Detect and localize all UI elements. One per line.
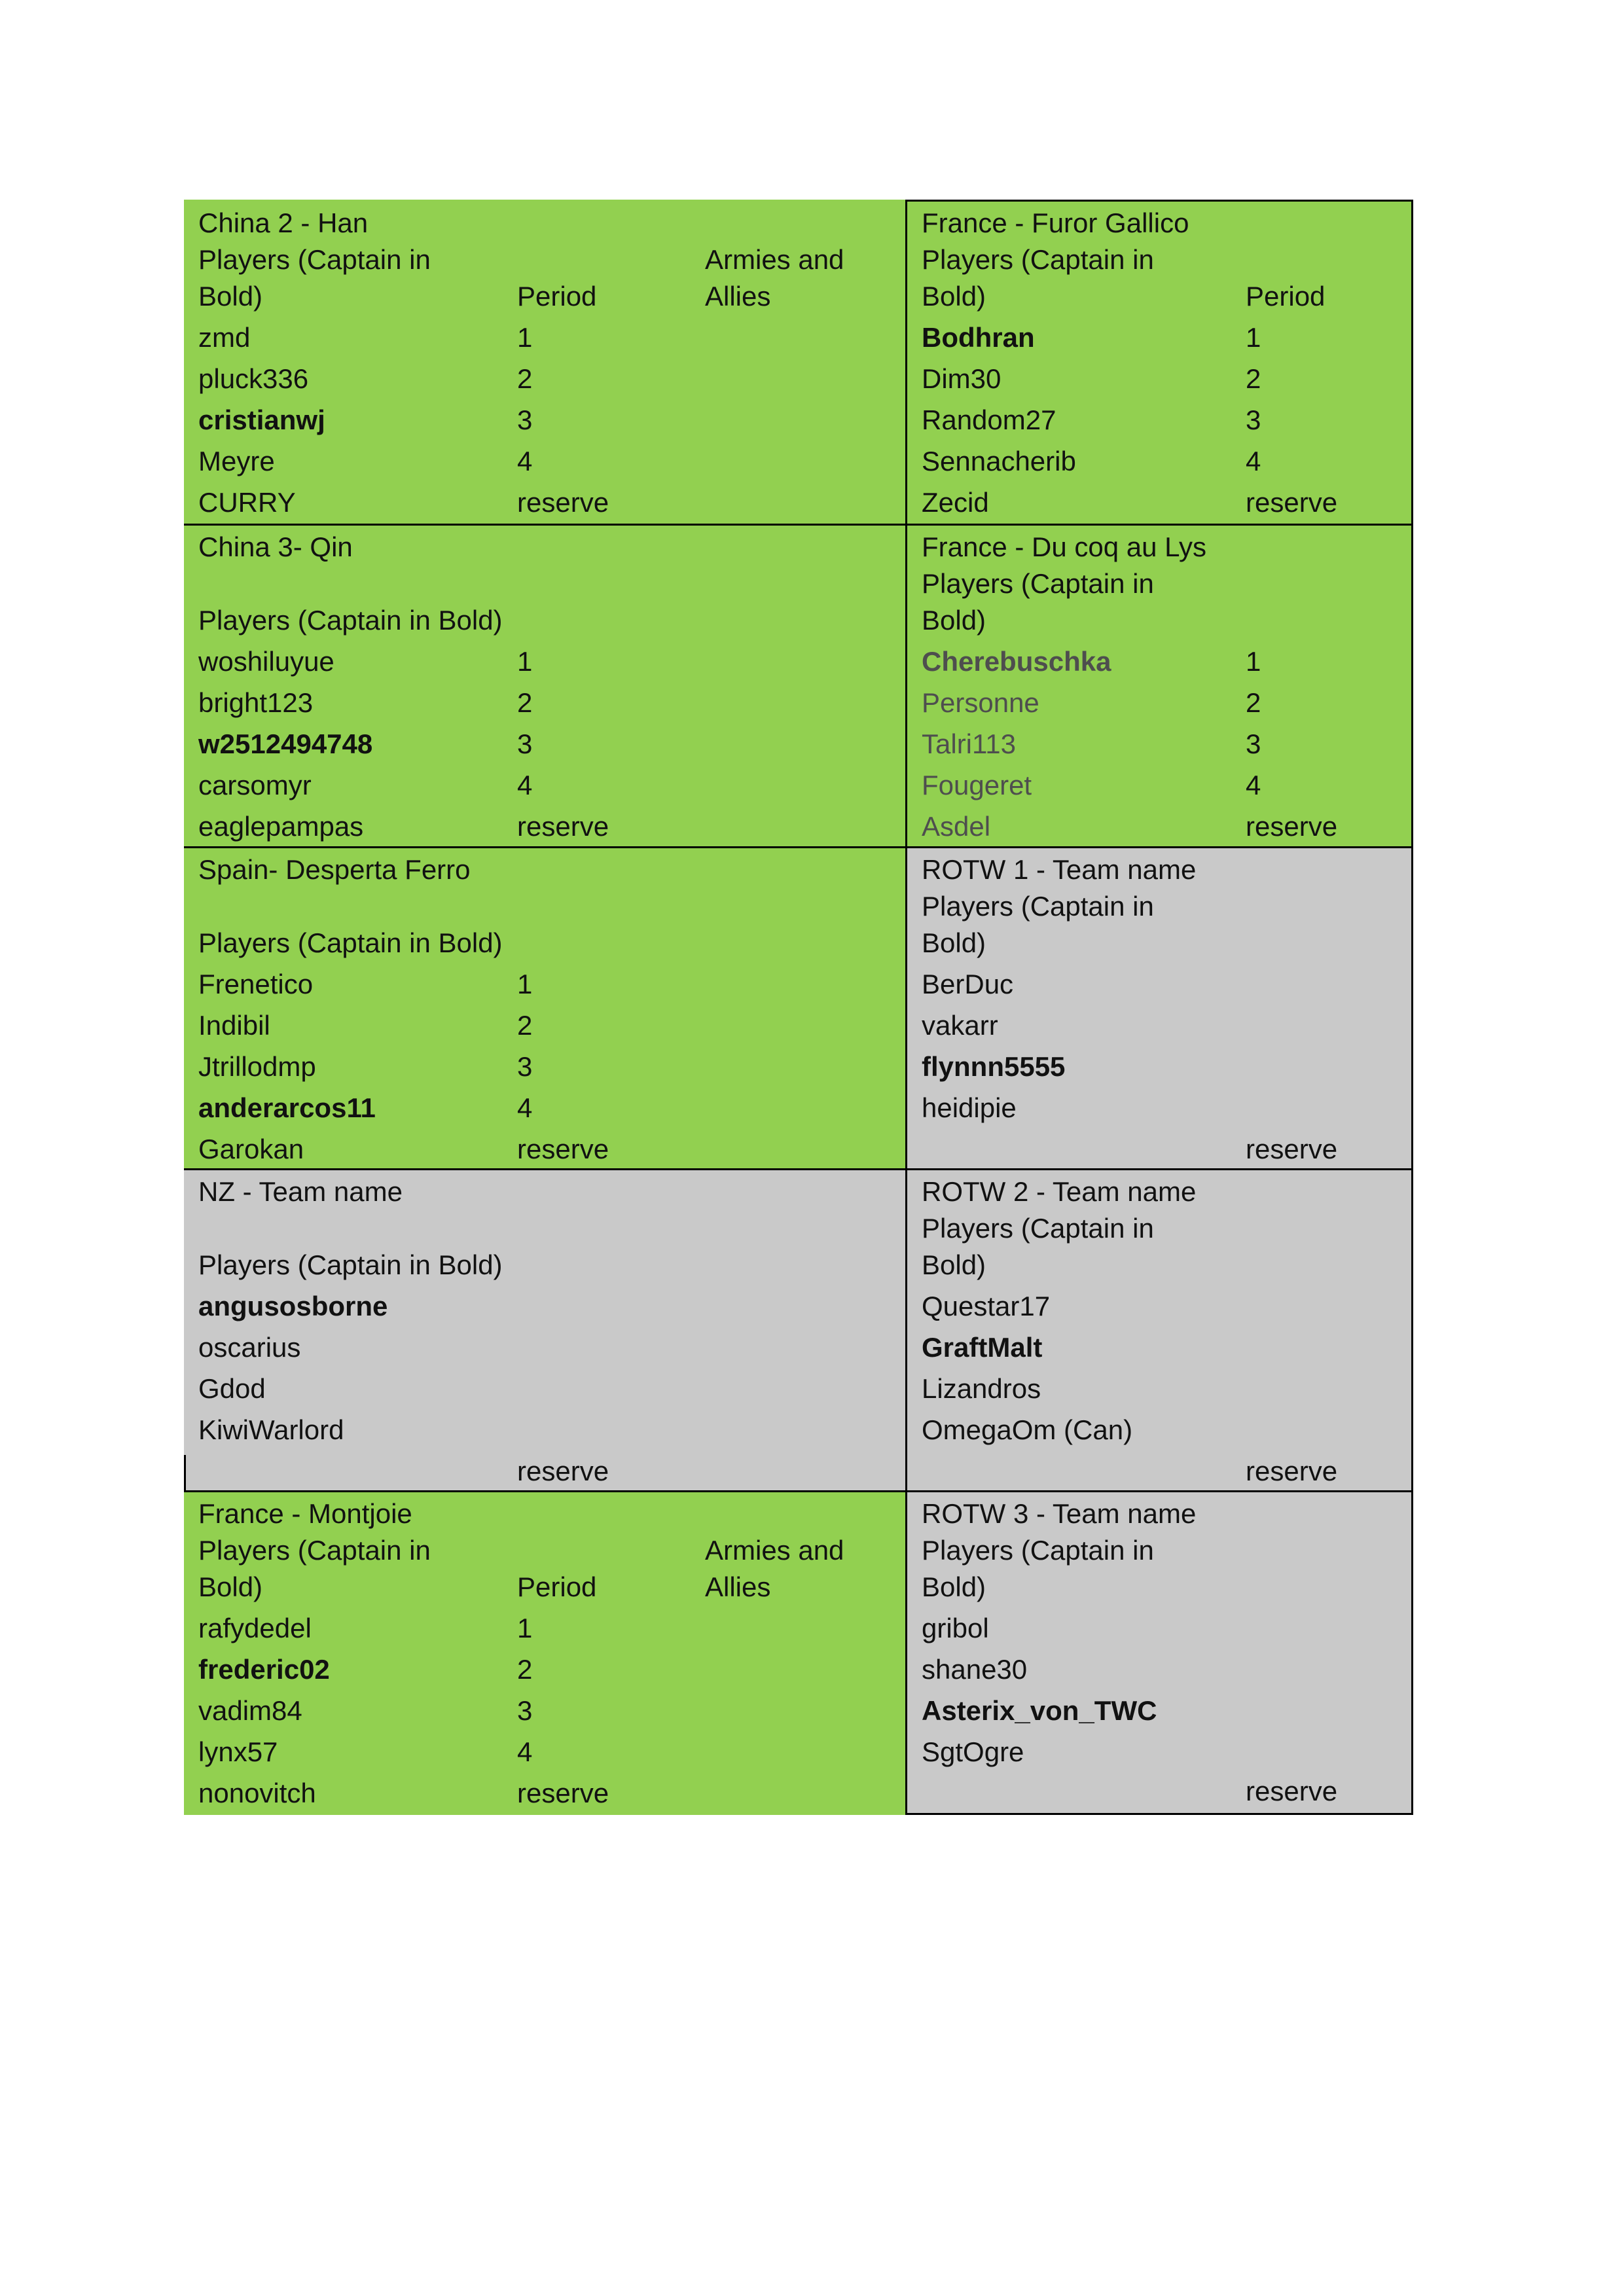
player-name: zmd xyxy=(198,322,251,353)
player-period: 1 xyxy=(517,646,533,677)
player-name: shane30 xyxy=(922,1654,1028,1685)
player-name: Sennacherib xyxy=(922,446,1076,476)
team-block-rotw-3 xyxy=(905,1490,1413,1815)
team-title: China 2 - Han xyxy=(198,207,369,238)
player-period: 3 xyxy=(517,404,533,435)
team-title: ROTW 3 - Team name xyxy=(922,1498,1197,1529)
armies-header: Armies and xyxy=(705,244,844,275)
player-period: 3 xyxy=(1246,728,1261,759)
player-period: 2 xyxy=(1246,363,1261,394)
players-heading: Players (Captain in xyxy=(198,244,431,275)
player-period: 4 xyxy=(1246,446,1261,476)
player-name: CURRY xyxy=(198,487,296,518)
player-name: Frenetico xyxy=(198,969,314,999)
player-name: SgtOgre xyxy=(922,1736,1024,1767)
players-heading: Players (Captain in xyxy=(922,1535,1154,1566)
period-header: Period xyxy=(517,281,597,312)
team-block-china-2-han xyxy=(184,200,907,526)
reserve-label: reserve xyxy=(1246,1134,1338,1164)
player-name-captain: Asterix_von_TWC xyxy=(922,1695,1157,1726)
players-heading-cont: Bold) xyxy=(922,1249,986,1280)
player-name: Gdod xyxy=(198,1373,266,1404)
team-title: France - Furor Gallico xyxy=(922,207,1189,238)
player-name: carsomyr xyxy=(198,770,312,800)
reserve-label: reserve xyxy=(1246,1776,1338,1806)
player-period: reserve xyxy=(517,1134,609,1164)
players-heading: Players (Captain in xyxy=(922,568,1154,599)
players-heading: Players (Captain in xyxy=(922,891,1154,922)
player-period: 4 xyxy=(517,1092,533,1123)
reserve-label: reserve xyxy=(1246,1456,1338,1486)
player-name-captain: angusosborne xyxy=(198,1291,388,1321)
player-period: reserve xyxy=(517,811,609,842)
player-name: Fougeret xyxy=(922,770,1032,800)
player-name: oscarius xyxy=(198,1332,301,1363)
player-period: 3 xyxy=(517,1695,533,1726)
period-header: Period xyxy=(517,1571,597,1602)
period-header: Period xyxy=(1246,281,1326,312)
player-name-captain: frederic02 xyxy=(198,1654,330,1685)
team-block-rotw-1 xyxy=(905,846,1413,1170)
team-block-france-du-coq-au-lys xyxy=(905,524,1413,848)
player-period: 2 xyxy=(1246,687,1261,718)
player-period: 1 xyxy=(517,1613,533,1643)
team-title: China 3- Qin xyxy=(198,531,353,562)
player-name-captain: GraftMalt xyxy=(922,1332,1043,1363)
player-period: reserve xyxy=(517,487,609,518)
armies-header-cont: Allies xyxy=(705,1571,771,1602)
player-name: gribol xyxy=(922,1613,989,1643)
player-period: 4 xyxy=(517,446,533,476)
team-title: ROTW 2 - Team name xyxy=(922,1176,1197,1207)
team-block-china-3-qin xyxy=(184,524,907,848)
player-period: reserve xyxy=(517,1778,609,1808)
player-period: 1 xyxy=(517,322,533,353)
player-name: Jtrillodmp xyxy=(198,1051,316,1082)
players-heading-cont: Bold) xyxy=(198,1571,263,1602)
player-period: 4 xyxy=(517,770,533,800)
player-name: Dim30 xyxy=(922,363,1001,394)
player-name-captain: cristianwj xyxy=(198,404,325,435)
player-period: 4 xyxy=(1246,770,1261,800)
player-name: woshiluyue xyxy=(198,646,334,677)
player-name: Talri113 xyxy=(922,728,1016,759)
team-block-france-montjoie xyxy=(184,1490,907,1815)
player-name: pluck336 xyxy=(198,363,309,394)
reserve-label: reserve xyxy=(517,1456,609,1486)
player-name-captain: Cherebuschka xyxy=(922,646,1111,677)
player-name-captain: Bodhran xyxy=(922,322,1035,353)
player-period: 1 xyxy=(517,969,533,999)
player-name: lynx57 xyxy=(198,1736,278,1767)
players-heading-cont: Bold) xyxy=(922,1571,986,1602)
player-period: reserve xyxy=(1246,487,1338,518)
player-name: Meyre xyxy=(198,446,275,476)
player-name: vakarr xyxy=(922,1010,998,1041)
players-heading-cont: Bold) xyxy=(922,605,986,636)
player-period: 3 xyxy=(517,728,533,759)
player-period: 3 xyxy=(1246,404,1261,435)
player-name: vadim84 xyxy=(198,1695,302,1726)
players-heading: Players (Captain in xyxy=(922,1213,1154,1244)
player-name: KiwiWarlord xyxy=(198,1414,344,1445)
armies-header: Armies and xyxy=(705,1535,844,1566)
player-period: reserve xyxy=(1246,811,1338,842)
player-name: OmegaOm (Can) xyxy=(922,1414,1133,1445)
team-block-spain-desperta-ferro xyxy=(184,846,907,1170)
players-heading: Players (Captain in Bold) xyxy=(198,1249,503,1280)
player-name: Zecid xyxy=(922,487,989,518)
players-heading: Players (Captain in Bold) xyxy=(198,605,503,636)
team-block-rotw-2 xyxy=(905,1168,1413,1492)
player-name: BerDuc xyxy=(922,969,1014,999)
player-name: Questar17 xyxy=(922,1291,1051,1321)
players-heading: Players (Captain in Bold) xyxy=(198,927,503,958)
player-period: 2 xyxy=(517,687,533,718)
player-name: Lizandros xyxy=(922,1373,1041,1404)
player-period: 3 xyxy=(517,1051,533,1082)
player-period: 4 xyxy=(517,1736,533,1767)
players-heading-cont: Bold) xyxy=(922,281,986,312)
left-border-stub xyxy=(184,1455,186,1494)
team-title: ROTW 1 - Team name xyxy=(922,854,1197,885)
player-name: Garokan xyxy=(198,1134,304,1164)
team-title: Spain- Desperta Ferro xyxy=(198,854,471,885)
player-period: 1 xyxy=(1246,322,1261,353)
team-block-nz xyxy=(184,1168,907,1492)
player-name: Asdel xyxy=(922,811,991,842)
player-name: Personne xyxy=(922,687,1039,718)
player-period: 2 xyxy=(517,1654,533,1685)
player-name-captain: w2512494748 xyxy=(198,728,373,759)
player-name: bright123 xyxy=(198,687,314,718)
player-name: rafydedel xyxy=(198,1613,312,1643)
player-period: 2 xyxy=(517,1010,533,1041)
player-name-captain: anderarcos11 xyxy=(198,1092,376,1123)
players-heading-cont: Bold) xyxy=(922,927,986,958)
player-name: Indibil xyxy=(198,1010,270,1041)
armies-header-cont: Allies xyxy=(705,281,771,312)
players-heading-cont: Bold) xyxy=(198,281,263,312)
player-name: Random27 xyxy=(922,404,1056,435)
players-heading: Players (Captain in xyxy=(198,1535,431,1566)
player-name-captain: flynnn5555 xyxy=(922,1051,1066,1082)
player-name: nonovitch xyxy=(198,1778,316,1808)
player-name: eaglepampas xyxy=(198,811,364,842)
player-period: 1 xyxy=(1246,646,1261,677)
players-heading: Players (Captain in xyxy=(922,244,1154,275)
team-title: NZ - Team name xyxy=(198,1176,403,1207)
team-title: France - Montjoie xyxy=(198,1498,412,1529)
player-period: 2 xyxy=(517,363,533,394)
player-name: heidipie xyxy=(922,1092,1017,1123)
team-title: France - Du coq au Lys xyxy=(922,531,1206,562)
team-block-france-furor-gallico xyxy=(905,200,1413,526)
